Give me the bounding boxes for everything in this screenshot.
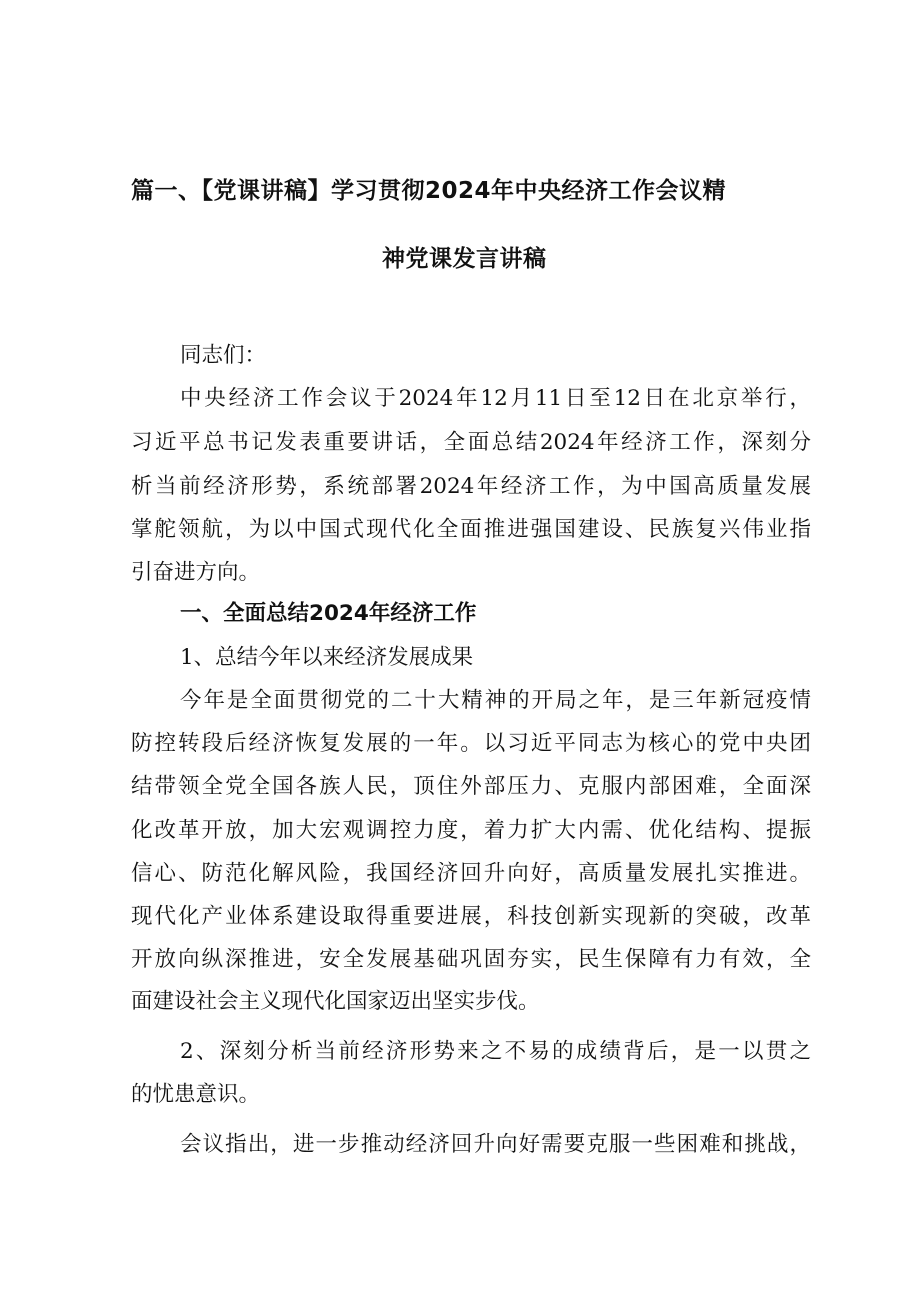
paragraph-2-line: 今年是全面贯彻党的二十大精神的开局之年，是三年新冠疫情: [180, 688, 811, 713]
paragraph-1-line: 习近平总书记发表重要讲话，全面总结2024年经济工作，深刻分: [131, 430, 811, 455]
paragraph-2-line: 结带领全党全国各族人民，顶住外部压力、克服内部困难，全面深: [131, 774, 811, 799]
paragraph-4-line: 会议指出，进一步推动经济回升向好需要克服一些困难和挑战，: [180, 1132, 811, 1157]
paragraph-2-line: 现代化产业体系建设取得重要进展，科技创新实现新的突破，改革: [131, 904, 811, 929]
subheading-1: 1、总结今年以来经济发展成果: [180, 645, 474, 670]
paragraph-2-line: 面建设社会主义现代化国家迈出坚实步伐。: [131, 989, 540, 1014]
paragraph-2-line: 防控转段后经济恢复发展的一年。以习近平同志为核心的党中央团: [131, 731, 811, 756]
document-title-line-2: 神党课发言讲稿: [382, 246, 547, 272]
paragraph-1-line: 引奋进方向。: [131, 560, 261, 585]
salutation: 同志们：: [180, 343, 267, 368]
section-heading-1: 一、全面总结2024年经济工作: [180, 601, 477, 626]
paragraph-3-line: 的忧患意识。: [131, 1082, 261, 1107]
paragraph-2-line: 信心、防范化解风险，我国经济回升向好，高质量发展扎实推进。: [131, 861, 811, 886]
paragraph-1-line: 掌舵领航，为以中国式现代化全面推进强国建设、民族复兴伟业指: [131, 517, 811, 542]
paragraph-2-line: 化改革开放，加大宏观调控力度，着力扩大内需、优化结构、提振: [131, 818, 811, 843]
paragraph-3-line: 2、深刻分析当前经济形势来之不易的成绩背后，是一以贯之: [180, 1039, 811, 1064]
paragraph-1-line: 析当前经济形势，系统部署2024年经济工作，为中国高质量发展: [131, 474, 811, 499]
paragraph-1-line: 中央经济工作会议于2024年12月11日至12日在北京举行，: [180, 386, 811, 411]
document-title-line-1: 篇一、【党课讲稿】学习贯彻2024年中央经济工作会议精: [131, 178, 727, 204]
paragraph-2-line: 开放向纵深推进，安全发展基础巩固夯实，民生保障有力有效，全: [131, 947, 811, 972]
